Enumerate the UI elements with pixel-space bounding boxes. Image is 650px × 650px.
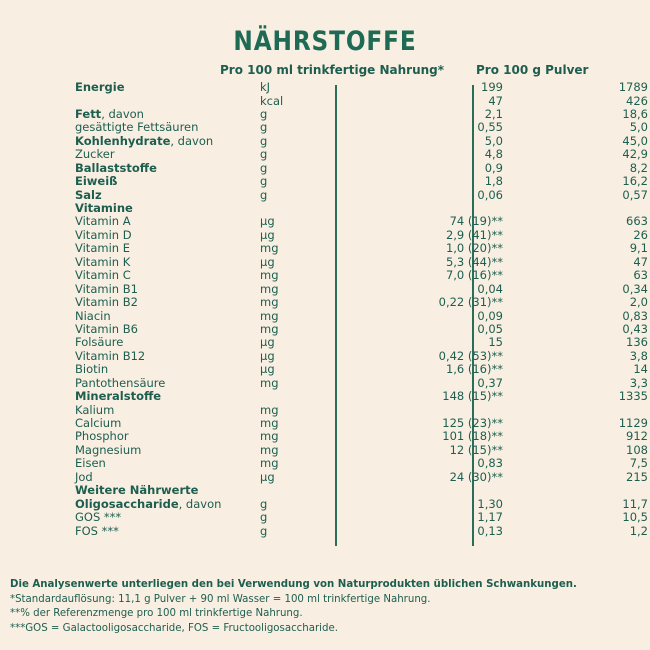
nutrient-name: Fett [75,106,102,121]
nutrient-label [75,296,260,309]
nutrient-label [75,404,260,417]
page-title: NÄHRSTOFFE [233,26,417,57]
nutrient-unit: mg [260,456,279,471]
nutrient-row [75,256,648,269]
nutrient-name: Vitamin E [75,241,130,256]
value-per-100ml [336,404,503,417]
nutrient-unit: mg [260,295,279,310]
value-per-100g: 3,8 [629,348,648,363]
value-per-100g: 1789 [618,80,648,95]
nutrient-label [75,309,260,322]
nutrient-label [75,363,260,376]
value-per-100g: 63 [633,268,648,283]
nutrient-row [75,511,648,524]
nutrient-label [75,175,260,188]
nutrient-row [75,148,648,161]
nutrient-name: Vitamin C [75,268,131,283]
value-per-100ml: 1,6 (16)** [445,362,503,377]
value-per-100g: 11,7 [622,496,648,511]
nutrient-row [75,377,648,390]
nutrient-unit: kJ [260,80,271,95]
nutrient-unit: µg [260,227,275,242]
nutrient-name: GOS *** [75,510,122,525]
nutrient-name: FOS *** [75,523,119,538]
value-per-100g: 108 [626,442,648,457]
nutrient-unit: g [260,160,268,175]
nutrient-row [75,283,648,296]
nutrient-label [75,350,260,363]
nutrient-name: gesättigte Fettsäuren [75,120,199,135]
value-per-100g: 14 [633,362,648,377]
value-per-100ml: 15 [488,335,503,350]
nutrient-label [75,94,260,107]
nutrient-row [75,215,648,228]
nutrient-name: Mineralstoffe [75,389,162,404]
nutrition-table [75,81,648,538]
nutrient-unit: mg [260,268,279,283]
value-per-100g [503,202,648,215]
nutrient-unit: µg [260,335,275,350]
nutrient-name-suffix: , davon [170,133,214,148]
value-per-100g: 136 [626,335,648,350]
nutrient-unit: g [260,120,268,135]
value-per-100ml: 148 (15)** [442,389,503,404]
value-per-100ml: 0,04 [477,281,503,296]
nutrient-name: Eiweiß [75,174,118,189]
nutrient-row [75,417,648,430]
value-per-100ml: 1,8 [484,174,503,189]
nutrient-label [75,471,260,484]
nutrient-unit [260,202,336,215]
nutrient-row [75,296,648,309]
value-per-100ml: 2,1 [484,106,503,121]
nutrient-unit: mg [260,429,279,444]
nutrient-unit: mg [260,375,279,390]
nutrient-unit [260,390,336,403]
nutrient-row [75,108,648,121]
value-per-100ml: 199 [481,80,503,95]
nutrient-label [75,323,260,336]
nutrient-label [75,189,260,202]
nutrient-row [75,323,648,336]
value-per-100ml: 125 (23)** [442,416,503,430]
nutrient-unit: g [260,133,268,148]
nutrient-label [75,511,260,524]
nutrient-label [75,498,260,511]
nutrient-row [75,457,648,470]
footnote-reference-amount: **% der Referenzmenge pro 100 ml trinkfertige Nahrung. [10,608,303,619]
value-per-100g: 47 [633,254,648,269]
nutrient-unit: mg [260,321,279,336]
nutrient-unit: mg [260,402,279,417]
value-per-100g: 663 [626,214,648,229]
nutrient-row [75,135,648,148]
nutrient-row [75,524,648,537]
value-per-100ml: 1,17 [477,510,503,525]
nutrient-label [75,148,260,161]
value-per-100ml: 24 (30)** [449,469,503,484]
nutrient-name: Niacin [75,308,111,323]
value-per-100g: 7,5 [629,456,648,471]
nutrient-name: Ballaststoffe [75,160,157,175]
nutrient-name: Energie [75,80,125,95]
nutrient-label [75,162,260,175]
value-per-100g: 2,0 [629,295,648,310]
nutrient-label [75,135,260,148]
nutrient-unit: µg [260,348,275,363]
value-per-100ml: 0,13 [477,523,503,538]
column-header-per-100g: Pro 100 g Pulver [476,63,589,77]
nutrient-row [75,94,648,107]
nutrient-label [75,484,260,497]
nutrient-name: Oligosaccharide [75,496,179,511]
footnote-oligosaccharides: ***GOS = Galactooligosaccharide, FOS = Fructooligosaccharide. [10,622,338,634]
value-per-100ml: 0,42 (53)** [438,348,503,363]
value-per-100g: 1129 [618,416,648,430]
value-per-100g: 0,34 [622,281,648,296]
value-per-100g: 5,0 [629,120,648,135]
value-per-100ml: 4,8 [484,147,503,162]
nutrient-unit: mg [260,281,279,296]
nutrient-row [75,484,648,497]
nutrient-label [75,430,260,443]
nutrient-name: Phosphor [75,429,129,444]
nutrient-name: Biotin [75,362,109,377]
nutrient-unit: mg [260,442,279,457]
nutrient-unit: mg [260,241,279,256]
nutrient-unit: g [260,106,268,121]
nutrient-label [75,202,260,215]
value-per-100ml: 74 (19)** [449,214,503,229]
nutrient-row [75,202,648,215]
nutrient-row [75,336,648,349]
nutrient-row [75,269,648,282]
nutrient-name: Folsäure [75,335,124,350]
nutrient-name: Kalium [75,402,115,417]
nutrient-unit: mg [260,416,279,430]
value-per-100g: 0,43 [622,321,648,336]
nutrient-row [75,430,648,443]
nutrient-row [75,390,648,403]
nutrient-name: Zucker [75,147,115,162]
nutrient-name: Eisen [75,456,106,471]
nutrient-label [75,390,260,403]
value-per-100g: 1,2 [629,523,648,538]
nutrient-label [75,242,260,255]
value-per-100ml: 12 (15)** [449,442,503,457]
nutrient-row [75,471,648,484]
nutrient-label [75,108,260,121]
value-per-100ml: 0,55 [477,120,503,135]
nutrient-name: Vitamin D [75,227,132,242]
nutrient-unit: µg [260,214,275,229]
nutrient-label [75,81,260,94]
nutrient-name: Salz [75,187,102,202]
value-per-100ml [336,484,503,497]
nutrient-label [75,283,260,296]
nutrient-row [75,498,648,511]
nutrient-row [75,444,648,457]
nutrient-row [75,162,648,175]
value-per-100g: 45,0 [622,133,648,148]
nutrient-label [75,444,260,457]
value-per-100ml: 0,09 [477,308,503,323]
value-per-100ml: 5,3 (44)** [445,254,503,269]
nutrient-unit: g [260,187,268,202]
nutrient-row [75,121,648,134]
nutrient-label [75,269,260,282]
value-per-100g [503,404,648,417]
nutrient-row [75,242,648,255]
nutrient-name-suffix: , davon [178,496,222,511]
nutrient-unit: g [260,523,268,538]
value-per-100g: 215 [626,469,648,484]
nutrient-label [75,377,260,390]
value-per-100ml: 7,0 (16)** [445,268,503,283]
nutrient-name: Vitamin B1 [75,281,138,296]
nutrient-name: Jod [75,469,93,484]
footnote-standard-solution: *Standardauflösung: 11,1 g Pulver + 90 ml Wasser = 100 ml trinkfertige Nahrung. [10,593,431,605]
nutrient-row [75,175,648,188]
nutrient-unit: g [260,496,268,511]
nutrient-row [75,81,648,94]
nutrient-name: Vitamin B6 [75,321,138,336]
nutrient-unit: mg [260,308,279,323]
value-per-100g: 8,2 [629,160,648,175]
nutrient-unit: µg [260,469,275,484]
nutrient-row [75,309,648,322]
nutrient-unit: µg [260,362,275,377]
value-per-100g: 9,1 [629,241,648,256]
nutrient-name: Vitamin B2 [75,295,138,310]
value-per-100g: 16,2 [622,174,648,189]
nutrient-row [75,189,648,202]
value-per-100ml: 101 (18)** [442,429,503,444]
value-per-100ml: 47 [488,93,503,108]
nutrient-name: Vitamine [75,201,133,215]
nutrient-name: Magnesium [75,442,142,457]
nutrient-label [75,336,260,349]
value-per-100ml: 0,22 (31)** [438,295,503,310]
value-per-100g: 0,83 [622,308,648,323]
nutrient-name: Calcium [75,416,122,430]
nutrient-label [75,457,260,470]
nutrient-name: Vitamin B12 [75,348,146,363]
nutrient-unit: g [260,147,268,162]
value-per-100ml: 0,06 [477,187,503,202]
nutrient-unit: kcal [260,93,284,108]
value-per-100g: 42,9 [622,147,648,162]
value-per-100ml: 5,0 [484,133,503,148]
column-header-per-100ml: Pro 100 ml trinkfertige Nahrung* [220,63,445,77]
value-per-100ml: 0,05 [477,321,503,336]
value-per-100g: 0,57 [622,187,648,202]
nutrient-row [75,404,648,417]
nutrient-label [75,215,260,228]
value-per-100ml [336,202,503,215]
value-per-100g: 3,3 [629,375,648,390]
value-per-100g: 426 [626,93,648,108]
nutrient-row [75,350,648,363]
nutrient-label [75,524,260,537]
footnote-analysis: Die Analysenwerte unterliegen den bei Verwendung von Naturprodukten üblichen Schwankungen. [10,579,577,590]
value-per-100ml: 0,37 [477,375,503,390]
value-per-100ml: 0,83 [477,456,503,471]
nutrient-row [75,229,648,242]
nutrient-label [75,229,260,242]
nutrient-name: Pantothensäure [75,375,166,390]
value-per-100g: 912 [626,429,648,444]
value-per-100ml: 1,0 (20)** [445,241,503,256]
value-per-100g: 1335 [618,389,648,404]
nutrient-name-suffix: , davon [101,106,144,121]
nutrient-label [75,417,260,430]
value-per-100ml: 0,9 [484,160,503,175]
nutrient-row [75,363,648,376]
value-per-100g: 18,6 [622,106,648,121]
nutrient-label [75,121,260,134]
nutrient-unit [260,484,336,497]
nutrient-name: Kohlenhydrate [75,133,171,148]
nutrient-unit: g [260,510,268,525]
value-per-100g: 26 [633,227,648,242]
footnotes [10,578,577,636]
nutrient-unit: µg [260,254,275,269]
nutrient-name: Vitamin K [75,254,131,269]
value-per-100g [503,484,648,497]
value-per-100ml: 1,30 [477,496,503,511]
nutrient-unit: g [260,174,268,189]
nutrient-name: Vitamin A [75,214,131,229]
value-per-100g: 10,5 [622,510,648,525]
value-per-100ml: 2,9 (41)** [445,227,503,242]
nutrient-label [75,256,260,269]
nutrient-name: Weitere Nährwerte [75,483,199,498]
